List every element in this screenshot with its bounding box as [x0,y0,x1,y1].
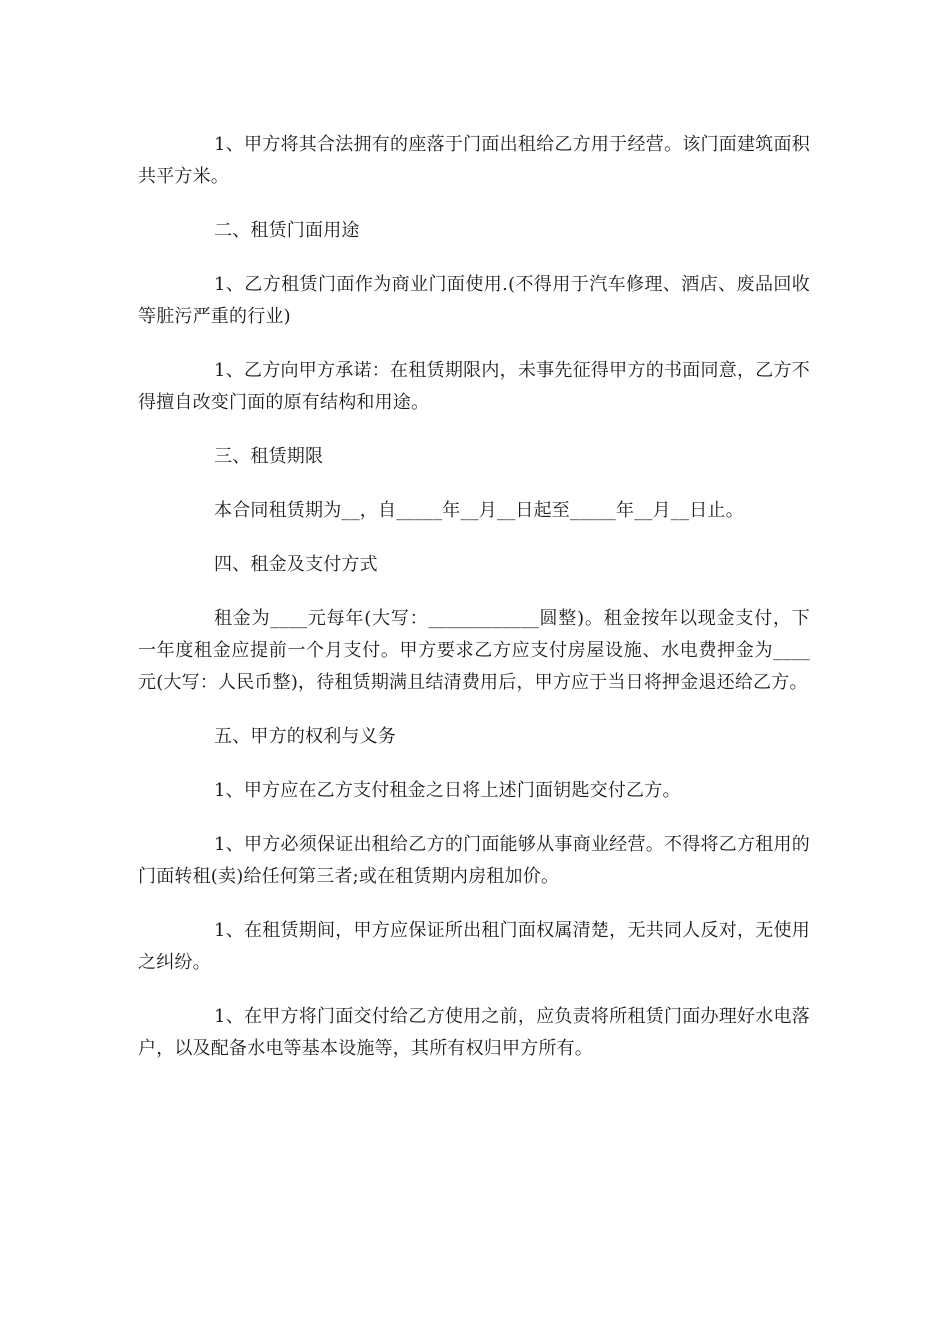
clause-premises-lease: 1、甲方将其合法拥有的座落于门面出租给乙方用于经营。该门面建筑面积共平方米。 [138,134,810,187]
clause-rent-payment: 租金为____元每年(大写：____________圆整)。租金按年以现金支付，下一年度租金应提前一个月支付。甲方要求乙方应支付房屋设施、水电费押金为____元(大写：人民币整)，待租赁期满且结清费用后，甲方应于当日将押金退还给乙方。 [138,608,810,693]
section-heading-lessor-duties: 五、甲方的权利与义务 [214,726,396,747]
clause-clear-title: 1、在租赁期间，甲方应保证所出租门面权属清楚，无共同人反对，无使用之纠纷。 [138,920,810,973]
section-heading-rent: 四、租金及支付方式 [214,554,378,575]
clause-key-handover: 1、甲方应在乙方支付租金之日将上述门面钥匙交付乙方。 [214,780,681,801]
clause-commercial-use: 1、乙方租赁门面作为商业门面使用.(不得用于汽车修理、酒店、废品回收等脏污严重的行业) [138,274,810,327]
clause-no-sublease: 1、甲方必须保证出租给乙方的门面能够从事商业经营。不得将乙方租用的门面转租(卖)给任何第三者;或在租赁期内房租加价。 [138,834,810,887]
section-heading-use: 二、租赁门面用途 [214,220,360,241]
document-body [138,129,810,1087]
clause-lease-term: 本合同租赁期为__，自_____年__月__日起至_____年__月__日止。 [214,500,744,521]
clause-no-alteration: 1、乙方向甲方承诺：在租赁期限内，未事先征得甲方的书面同意，乙方不得擅自改变门面的原有结构和用途。 [138,360,810,413]
clause-utilities: 1、在甲方将门面交付给乙方使用之前，应负责将所租赁门面办理好水电落户，以及配备水电等基本设施等，其所有权归甲方所有。 [138,1006,810,1059]
section-heading-term: 三、租赁期限 [214,446,324,467]
